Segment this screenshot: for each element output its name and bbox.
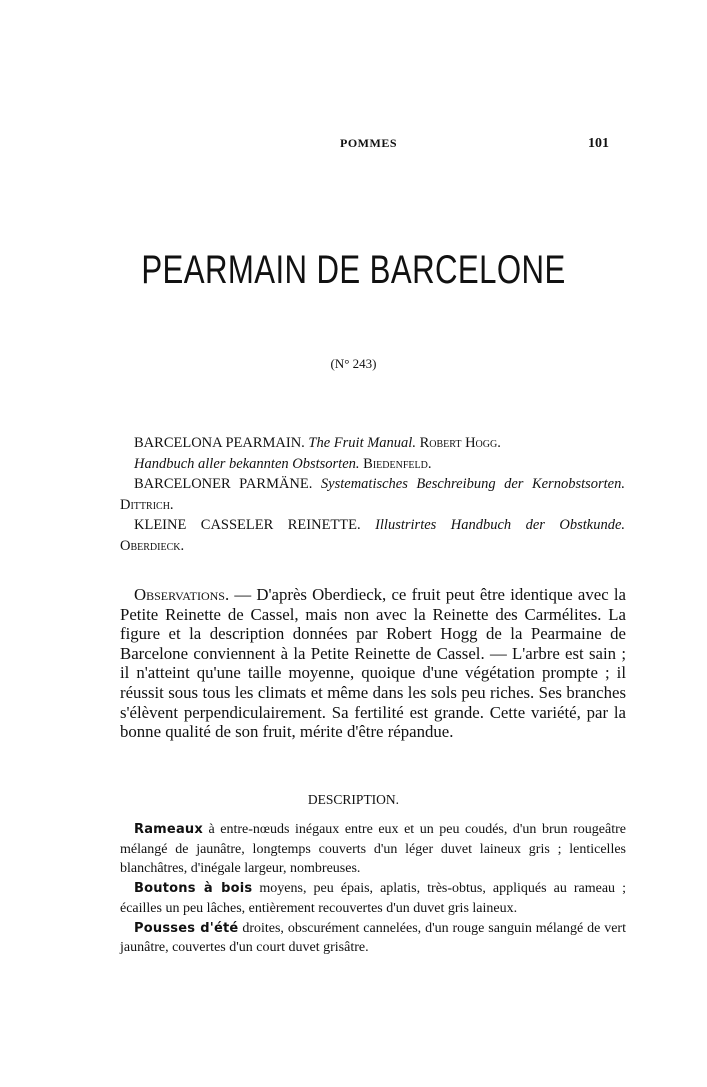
synonym-work: Illustrirtes Handbuch der Obstkunde. xyxy=(375,517,626,533)
observations-label: Observations. xyxy=(134,585,230,604)
description-text: à entre-nœuds inégaux entre eux et un peu coudés, d'un brun rougeâtre mélangé de jaunâtre, longtemps couverts d'un léger duvet laineux gris ; lenticelles blanchâtres, d'inégale largeur, nombreuses. xyxy=(120,822,626,877)
synonym-name: BARCELONER PARMÄNE. xyxy=(134,476,313,492)
observations-paragraph xyxy=(120,585,626,742)
synonym-author: Biedenfeld. xyxy=(363,455,432,472)
description-item xyxy=(120,879,626,918)
synonym-work: Handbuch aller bekannten Obstsorten. xyxy=(134,455,360,472)
synonym-work: The Fruit Manual. xyxy=(308,435,416,451)
synonym-entry xyxy=(120,515,625,556)
description-item xyxy=(120,820,626,879)
description-body xyxy=(120,820,626,958)
synonym-author: Oberdieck. xyxy=(120,537,185,554)
running-title: POMMES xyxy=(340,136,397,150)
description-term: Rameaux xyxy=(134,822,203,837)
synonym-name: BARCELONA PEARMAIN. xyxy=(134,435,305,451)
synonym-author: Robert Hogg. xyxy=(419,435,501,451)
synonym-name: KLEINE CASSELER REINETTE. xyxy=(134,517,361,533)
synonym-entry xyxy=(120,454,625,475)
description-term: Pousses d'été xyxy=(134,920,239,936)
description-heading: DESCRIPTION. xyxy=(307,792,400,807)
variety-number: (N° 243) xyxy=(330,356,377,371)
synonyms-list xyxy=(120,433,625,556)
synonym-entry xyxy=(120,433,625,454)
page-title: PEARMAIN DE BARCELONE xyxy=(141,248,566,292)
observations-text: — D'après Oberdieck, ce fruit peut être identique avec la Petite Reinette de Cassel, mais non avec la Reinette des Carmélites. La figure et la description données par Robert Hogg de la Pearmaine de Barcelone conviennent à la Petite Reinette de Cassel. — L'arbre est sain ; il n'atteint qu'une taille moyenne, quoique d'une végétation prompte ; il réussit sous tous les climats et même dans les sols peu riches. Ses branches s'élèvent perpendiculairement. Sa fertilité est grande. Cette variété, par la bonne qualité de son fruit, mérite d'être répandue. xyxy=(120,585,626,742)
page-number: 101 xyxy=(588,136,609,151)
description-item xyxy=(120,919,626,958)
description-text: droites, obscurément cannelées, d'un rouge sanguin mélangé de vert jaunâtre, couvertes d'un court duvet grisâtre. xyxy=(120,920,626,956)
synonym-entry xyxy=(120,474,625,515)
description-term: Boutons à bois xyxy=(134,881,253,897)
synonym-author: Dittrich. xyxy=(120,496,174,513)
synonym-work: Systematisches Beschreibung der Kernobstsorten. xyxy=(320,476,625,492)
description-text: moyens, peu épais, aplatis, très-obtus, appliqués au rameau ; écailles un peu lâches, entièrement recouvertes d'un duvet gris laineux. xyxy=(120,881,626,916)
